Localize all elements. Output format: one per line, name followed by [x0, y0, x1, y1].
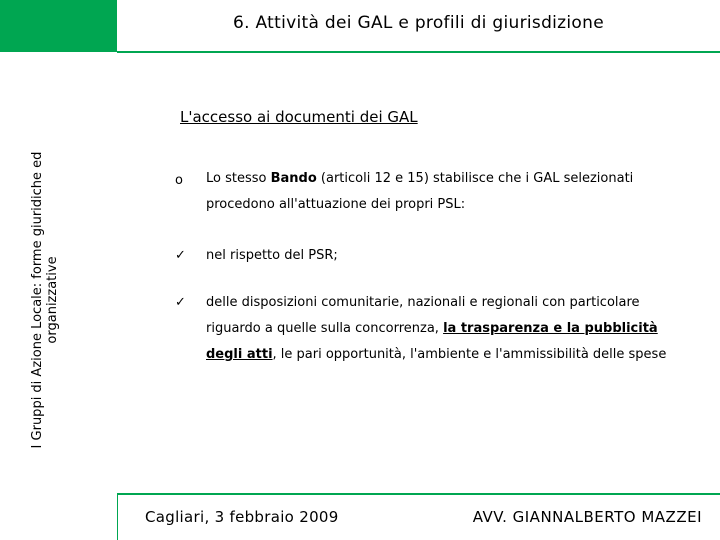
footer-date: Cagliari, 3 febbraio 2009: [145, 508, 339, 526]
paragraph-text: , le pari opportunità, l'ambiente e l'ammissibilità delle spese: [272, 347, 667, 362]
paragraph-text: (articoli 12 e 15) stabilisce che i GAL selezionati procedono all'attuazione dei propri PSL:: [206, 171, 634, 212]
paragraph-disposizioni: [206, 290, 696, 368]
checkmark-icon: ✓: [175, 295, 186, 310]
checkmark-icon: ✓: [175, 248, 186, 263]
sidebar: [10, 120, 80, 480]
paragraph-bold-term: Bando: [270, 171, 317, 186]
sidebar-vertical-title: I Gruppi di Azione Locale: forme giuridiche ed organizzative: [30, 151, 60, 449]
bullet-circle: o: [175, 173, 183, 188]
header-accent-block: [0, 0, 117, 52]
paragraph-text: delle disposizioni comunitarie, nazionali e regionali con particolare riguardo a quelle sulla concorrenza,: [206, 295, 640, 336]
paragraph-bando: [206, 166, 696, 218]
paragraph-emphasis: la trasparenza e la pubblicità degli atti: [206, 321, 658, 362]
footer-divider-vertical: [117, 493, 118, 540]
footer-divider: [117, 493, 720, 495]
paragraph-psr: nel rispetto del PSR;: [206, 248, 338, 263]
page-title: 6. Attività dei GAL e profili di giurisdizione: [233, 13, 604, 33]
section-subtitle: L'accesso ai documenti dei GAL: [180, 108, 418, 126]
header-divider: [117, 51, 720, 53]
paragraph-text: Lo stesso: [206, 171, 271, 186]
footer-author: AVV. GIANNALBERTO MAZZEI: [472, 508, 702, 526]
